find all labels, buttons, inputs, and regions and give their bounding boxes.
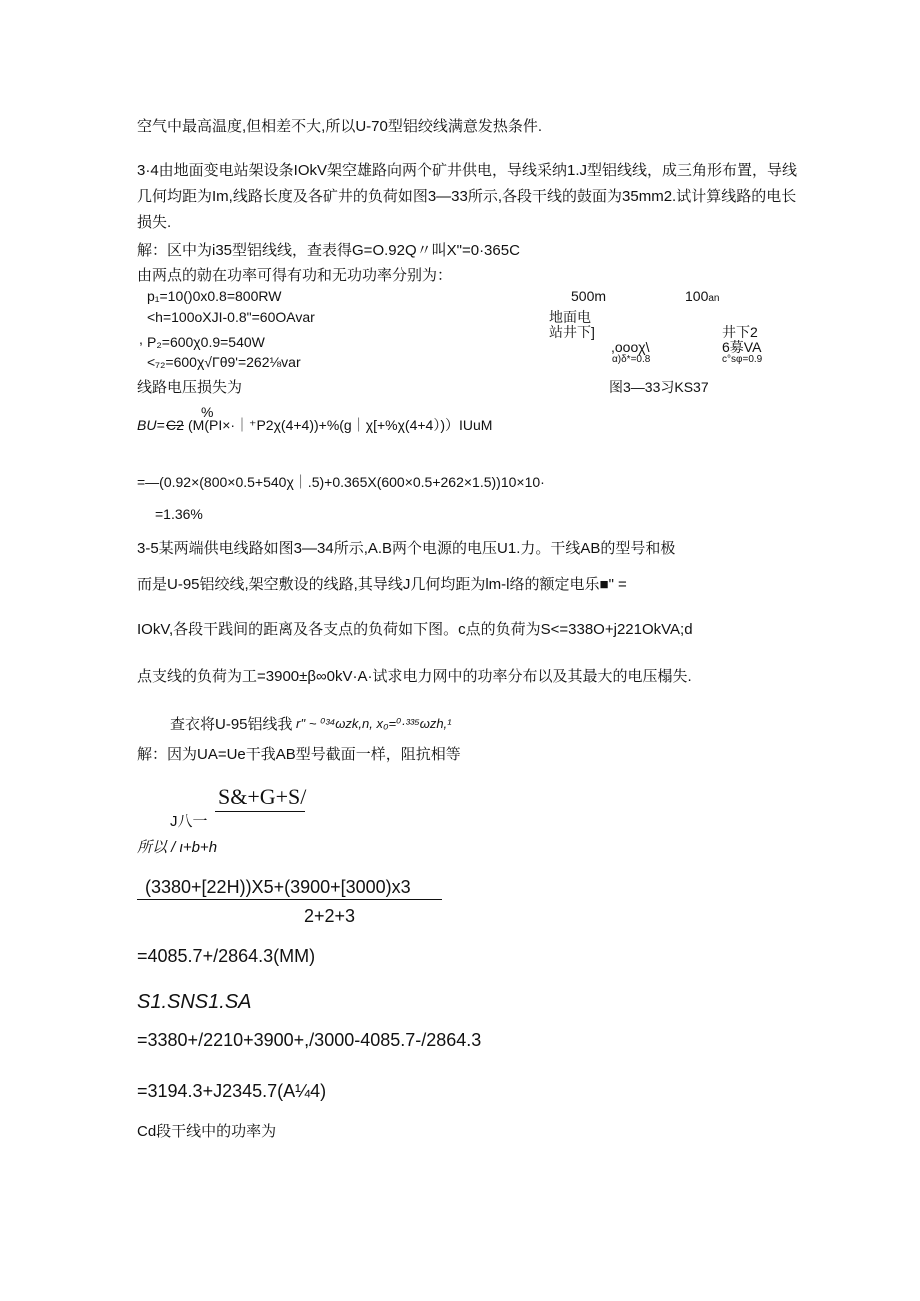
- formula-numerator: (3380+[22H))X5+(3900+[3000)x3: [145, 877, 411, 897]
- text-line: r'' ~ ⁰³⁴ωzk,n, x₀=⁰·³³⁵ωzh,¹: [296, 716, 452, 731]
- text-line: 查衣将U-95铝线我: [170, 716, 293, 733]
- text-line: 3·4由地面变电站架设条IOkV架空雄路向两个矿井供电，导线采纳1.J型铝线线，成三角形布置，导线: [137, 162, 798, 179]
- figure-distance-2: 100an: [685, 288, 720, 304]
- formula-denominator: 2+2+3: [304, 906, 356, 926]
- formula-line: =3194.3+J2345.7(A¼4): [137, 1081, 327, 1101]
- text-line: 解：因为UA=Ue干我AB型号截面一样，阻抗相等: [137, 746, 461, 763]
- formula-line: p₁=10()0x0.8=800RW: [147, 288, 282, 304]
- formula-line: ,: [139, 331, 143, 347]
- formula-line: =3380+/2210+3900+,/3000-4085.7-/2864.3: [137, 1030, 482, 1050]
- figure-load-1: ,oooχ\: [611, 339, 650, 355]
- text-line: 解：区中为i35型铝线线，查表得G=O.92Q〃叫X"=0·365C: [137, 242, 520, 259]
- formula-percent: %: [201, 404, 214, 420]
- formula-line: =—(0.92×(800×0.5+540χ｜.5)+0.365X(600×0.5+262×1.5))10×10·: [137, 474, 545, 490]
- text-line: Cd段干线中的功率为: [137, 1123, 277, 1140]
- text-line: 由两点的勍在功率可得有功和无功功率分别为：: [137, 267, 453, 284]
- text-line: 几何均距为Im,线路长度及各矿井的负荷如图3—33所示,各段干线的鼓面为35mm2.试计算线路的电长: [137, 188, 797, 205]
- text-line: 线路电压损失为: [137, 379, 243, 396]
- formula-line: P₂=600χ0.9=540W: [147, 334, 265, 350]
- formula-line: (M(PI×·｜⁺P2χ(4+4))+%(g｜χ[+%χ(4+4）)）IUuM: [188, 417, 493, 433]
- text-line: 而是U-95铝绞线,架空敷设的线路,其导线J几何均距为lm-l络的额定电乐■" =: [137, 576, 627, 593]
- formula-line: <₇₂=600χ√Γθ9'=262⅛var: [147, 354, 301, 370]
- fraction-bar: [137, 899, 442, 900]
- formula-line: 所以 / ι+b+h: [137, 839, 218, 856]
- figure-distance-1: 500m: [571, 288, 607, 304]
- formula-line: S1.SNS1.SA: [137, 991, 252, 1013]
- fraction-bar: [215, 811, 305, 812]
- figure-load-2: 井下2: [722, 324, 758, 340]
- text-line: IOkV,各段干践间的距离及各支点的负荷如下图。c点的负荷为S<=338O+j221OkVA;d: [137, 621, 693, 638]
- text-line: 3-5某两端供电线路如图3—34所示,A.B两个电源的电压U1.力。干线AB的型号和极: [137, 540, 676, 557]
- figure-pf-2: c°sφ=0.9: [722, 354, 763, 365]
- text-line: 损失.: [137, 214, 172, 231]
- figure-pf-1: α)δ*=0.8: [612, 354, 651, 365]
- formula-line: J八一: [170, 813, 208, 830]
- formula-line: <h=100oXJI-0.8"=60OAvar: [147, 309, 315, 325]
- formula-result: =1.36%: [155, 506, 203, 522]
- formula-struck: C2: [166, 417, 184, 433]
- figure-caption: 图3—33习KS37: [609, 379, 709, 395]
- formula-numerator: S&+G+S/: [218, 784, 307, 809]
- formula-line: BU=: [137, 417, 165, 433]
- figure-station-label: 地面电: [549, 309, 591, 325]
- figure-station-label: 站井下]: [549, 324, 595, 340]
- figure-load-2: 6募VA: [722, 339, 762, 355]
- text-line: 点支线的负荷为工=3900±β∞0kV·A·试求电力网中的功率分布以及其最大的电压榻失.: [137, 668, 692, 685]
- text-line: 空气中最高温度,但相差不大,所以U-70型铝绞线满意发热条件.: [137, 118, 543, 135]
- formula-line: =4085.7+/2864.3(MM): [137, 946, 316, 966]
